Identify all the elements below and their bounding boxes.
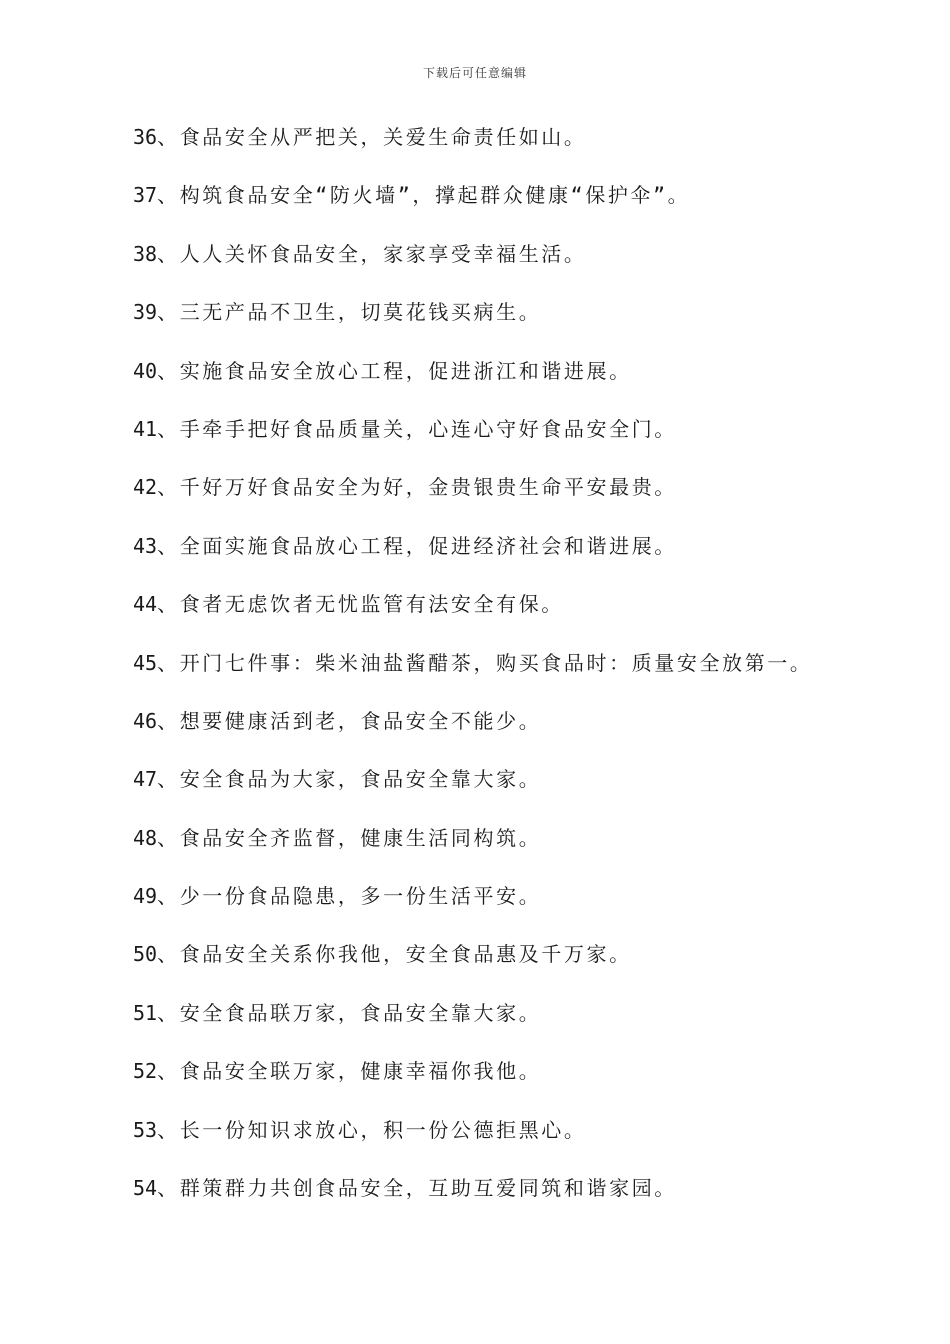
item-number: 52 [133, 1059, 158, 1084]
list-item [133, 937, 923, 995]
item-text: 、全面实施食品放心工程，促进经济社会和谐进展。 [157, 533, 677, 558]
list-item [133, 529, 923, 587]
item-number: 37 [133, 183, 158, 208]
item-text: 、安全食品联万家，食品安全靠大家。 [157, 1000, 542, 1025]
item-number: 48 [133, 825, 158, 850]
list-item [133, 237, 923, 295]
item-number: 41 [133, 416, 158, 441]
slogan-list [133, 120, 923, 1229]
item-number: 46 [133, 708, 158, 733]
list-item [133, 646, 923, 704]
item-text: 、千好万好食品安全为好，金贵银贵生命平安最贵。 [157, 475, 677, 500]
item-text: 、长一份知识求放心，积一份公德拒黑心。 [157, 1117, 587, 1142]
list-item [133, 120, 923, 178]
list-item [133, 1054, 923, 1112]
list-item [133, 354, 923, 412]
item-text: 、食品安全从严把关，关爱生命责任如山。 [157, 125, 587, 149]
list-item [133, 821, 923, 879]
list-item [133, 178, 923, 236]
item-text: 、少一份食品隐患，多一份生活平安。 [157, 884, 542, 909]
item-number: 40 [133, 358, 158, 383]
item-number: 45 [133, 650, 158, 675]
list-item [133, 996, 923, 1054]
item-text: 、构筑食品安全“防火墙”，撑起群众健康“保护伞”。 [157, 183, 691, 208]
item-number: 38 [133, 241, 158, 266]
item-text: 、手牵手把好食品质量关，心连心守好食品安全门。 [157, 416, 677, 441]
list-item [133, 704, 923, 762]
item-text: 、三无产品不卫生，切莫花钱买病生。 [157, 300, 542, 325]
item-number: 51 [133, 1000, 158, 1025]
item-text: 、实施食品安全放心工程，促进浙江和谐进展。 [157, 358, 632, 383]
item-text: 、食者无虑饮者无忧监管有法安全有保。 [157, 592, 564, 617]
item-number: 54 [133, 1176, 158, 1201]
list-item [133, 762, 923, 820]
header-note: 下载后可任意编辑 [422, 66, 527, 80]
item-number: 39 [133, 300, 158, 325]
item-number: 53 [133, 1117, 158, 1142]
item-number: 44 [133, 592, 158, 617]
list-item [133, 412, 923, 470]
item-text: 、食品安全关系你我他，安全食品惠及千万家。 [157, 942, 632, 967]
item-number: 43 [133, 533, 158, 558]
list-item [133, 295, 923, 353]
list-item [133, 587, 923, 645]
item-text: 、安全食品为大家，食品安全靠大家。 [157, 767, 542, 792]
item-number: 50 [133, 942, 158, 967]
item-text: 、想要健康活到老，食品安全不能少。 [157, 708, 542, 733]
item-text: 、开门七件事：柴米油盐酱醋茶，购买食品时：质量安全放第一。 [157, 650, 813, 675]
item-number: 47 [133, 767, 158, 792]
item-text: 、人人关怀食品安全，家家享受幸福生活。 [157, 241, 587, 266]
item-number: 36 [133, 125, 158, 149]
list-item [133, 470, 923, 528]
item-number: 42 [133, 475, 158, 500]
item-text: 、食品安全齐监督，健康生活同构筑。 [157, 825, 542, 850]
list-item [133, 879, 923, 937]
list-item [133, 1113, 923, 1171]
list-item [133, 1171, 923, 1229]
item-number: 49 [133, 884, 158, 909]
item-text: 、食品安全联万家，健康幸福你我他。 [157, 1059, 542, 1084]
item-text: 、群策群力共创食品安全，互助互爱同筑和谐家园。 [157, 1176, 677, 1201]
